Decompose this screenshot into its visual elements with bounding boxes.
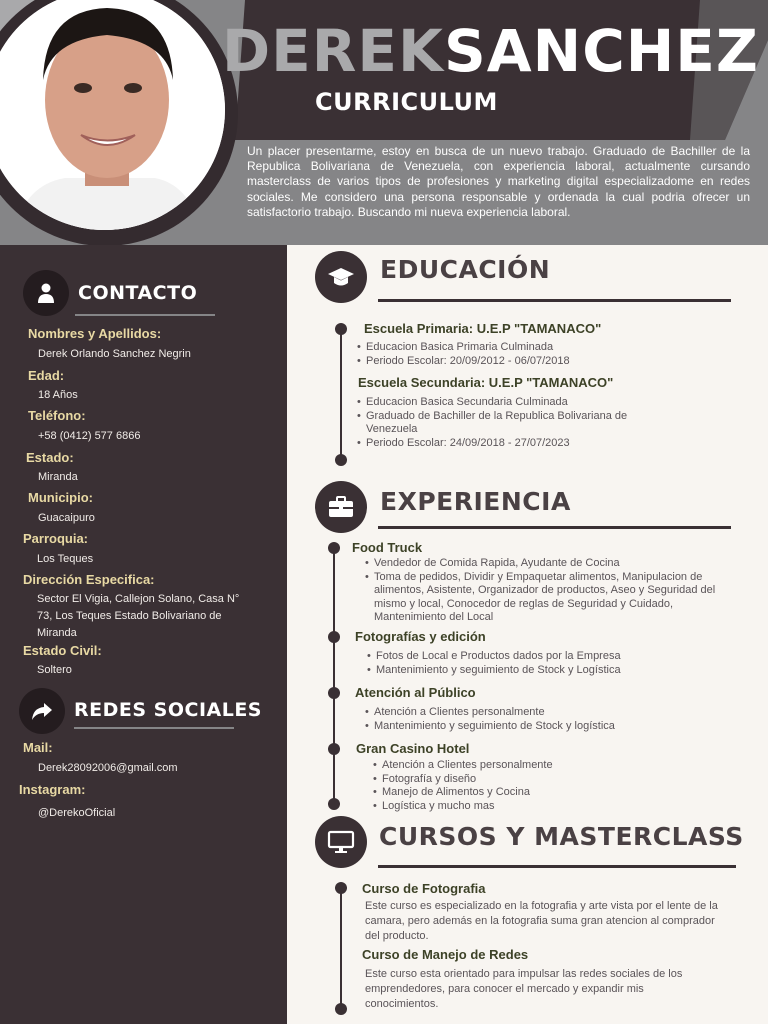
bullet-text: Logística y mucho mas bbox=[382, 799, 495, 812]
education-icon-circle bbox=[315, 251, 367, 303]
social-heading-rule bbox=[74, 727, 234, 729]
bullet-text: Mantenimiento y seguimiento de Stock y logística bbox=[374, 719, 615, 732]
education-entry-bullets: • Educacion Basica Primaria Culminada • Periodo Escolar: 20/09/2012 - 06/07/2018 bbox=[357, 341, 570, 367]
experience-entry-bullets: • Atención a Clientes personalmente • Mantenimiento y seguimiento de Stock y logística bbox=[365, 706, 615, 732]
header bbox=[0, 0, 768, 245]
last-name: SANCHEZ bbox=[444, 17, 759, 85]
timeline-dot bbox=[335, 454, 347, 466]
experience-entry-title: Food Truck bbox=[352, 540, 423, 555]
experience-entry-title: Atención al Público bbox=[355, 685, 476, 700]
experience-entry-bullets: • Fotos de Local e Productos dados por la Empresa • Mantenimiento y seguimiento de Stock y Logística bbox=[367, 650, 621, 676]
user-icon bbox=[34, 281, 58, 305]
experience-entry-bullets: • Vendedor de Comida Rapida, Ayudante de Cocina • Toma de pedidos, Dividir y Empaquetar alimentos, Manipulacion de alimentos, Asistente, Organizador de productos, Aseo y Seguridad del mismo y local, Conocedor de reglas de Seguridad y Cuidado, Mantenimiento del Local bbox=[365, 557, 725, 625]
first-name: DEREK bbox=[222, 17, 444, 85]
bullet-text: Educacion Basica Secundaria Culminada bbox=[366, 396, 568, 408]
field-value-name: Derek Orlando Sanchez Negrin bbox=[38, 348, 191, 360]
full-name bbox=[222, 16, 759, 86]
course-entry-text: Este curso esta orientado para impulsar las redes sociales de los emprendedores, para conocer el mercado y expandir mis conocimientos. bbox=[365, 968, 683, 1010]
contact-icon-circle bbox=[23, 270, 69, 316]
education-entry-title: Escuela Primaria: U.E.P "TAMANACO" bbox=[364, 321, 602, 336]
bullet-text: Vendedor de Comida Rapida, Ayudante de Cocina bbox=[374, 557, 620, 569]
field-label-name: Nombres y Apellidos: bbox=[28, 326, 162, 341]
share-arrow-icon bbox=[30, 699, 54, 723]
social-icon-circle bbox=[19, 688, 65, 734]
education-timeline bbox=[340, 329, 342, 460]
briefcase-icon bbox=[327, 493, 355, 521]
timeline-dot bbox=[328, 743, 340, 755]
courses-timeline bbox=[340, 888, 342, 1008]
field-label-municipality: Municipio: bbox=[28, 490, 93, 505]
course-entry-text: Este curso es especializado en la fotografia y arte vista por el lente de la camara, pero además en la fotografia suma gran atencion al comprador del producto. bbox=[365, 900, 718, 942]
experience-entry-bullets: • Atención a Clientes personalmente • Fotografía y diseño • Manejo de Alimentos y Cocina • Logística y mucho mas bbox=[373, 759, 553, 812]
bullet-text: Atención a Clientes personalmente bbox=[374, 706, 545, 718]
education-heading: EDUCACIÓN bbox=[380, 255, 551, 284]
graduation-cap-icon bbox=[327, 263, 355, 291]
experience-timeline bbox=[333, 548, 335, 804]
education-entry-title: Escuela Secundaria: U.E.P "TAMANACO" bbox=[358, 375, 614, 390]
field-label-civil-status: Estado Civil: bbox=[23, 643, 102, 658]
education-entry-bullets: • Educacion Basica Secundaria Culminada • Graduado de Bachiller de la Republica Bolivariana de Venezuela • Periodo Escolar: 24/09/2018 - 27/07/2023 bbox=[357, 396, 647, 450]
contact-heading-rule bbox=[75, 314, 215, 316]
field-value-parish: Los Teques bbox=[37, 553, 94, 565]
field-value-municipality: Guacaipuro bbox=[38, 512, 95, 524]
bullet-text: Manejo de Alimentos y Cocina bbox=[382, 786, 530, 798]
monitor-icon bbox=[327, 828, 355, 856]
timeline-dot bbox=[328, 631, 340, 643]
field-label-mail: Mail: bbox=[23, 740, 53, 755]
experience-entry-title: Gran Casino Hotel bbox=[356, 741, 470, 756]
bullet-text: Mantenimiento y seguimiento de Stock y Logística bbox=[376, 663, 621, 676]
timeline-dot bbox=[335, 882, 347, 894]
field-value-civil-status: Soltero bbox=[37, 664, 72, 676]
courses-icon-circle bbox=[315, 816, 367, 868]
field-value-address-line: Miranda bbox=[37, 627, 77, 639]
timeline-dot bbox=[328, 542, 340, 554]
timeline-dot bbox=[335, 323, 347, 335]
field-value-address-line: Sector El Vigia, Callejon Solano, Casa N° bbox=[37, 593, 240, 605]
contact-heading: CONTACTO bbox=[78, 282, 198, 304]
experience-heading-rule bbox=[378, 526, 731, 529]
bullet-text: Periodo Escolar: 24/09/2018 - 27/07/2023 bbox=[366, 436, 570, 449]
experience-heading: EXPERIENCIA bbox=[380, 487, 571, 516]
courses-heading: CURSOS Y MASTERCLASS bbox=[379, 822, 744, 851]
bullet-text: Fotografía y diseño bbox=[382, 772, 477, 785]
course-entry-title: Curso de Fotografia bbox=[362, 881, 486, 896]
field-label-parish: Parroquia: bbox=[23, 531, 89, 546]
field-label-address: Dirección Especifica: bbox=[23, 572, 155, 587]
field-label-state: Estado: bbox=[26, 450, 74, 465]
field-value-instagram[interactable]: @DerekoOficial bbox=[38, 807, 116, 819]
field-value-phone: +58 (0412) 577 6866 bbox=[38, 430, 141, 442]
experience-entry-title: Fotografías y edición bbox=[355, 629, 486, 644]
bullet-text: Periodo Escolar: 20/09/2012 - 06/07/2018 bbox=[366, 354, 570, 367]
bullet-text: Graduado de Bachiller de la Republica Bolivariana de Venezuela bbox=[366, 409, 628, 435]
bullet-text: Educacion Basica Primaria Culminada bbox=[366, 341, 554, 353]
experience-icon-circle bbox=[315, 481, 367, 533]
bullet-text: Toma de pedidos, Dividir y Empaquetar alimentos, Manipulacion de alimentos, Asistente, Organizador de productos, Aseo y Seguridad del mismo y local, Conocedor de reglas de Seguridad y Cuidado, Mantenimiento del Local bbox=[374, 570, 716, 623]
courses-heading-rule bbox=[378, 865, 736, 868]
bullet-text: Atención a Clientes personalmente bbox=[382, 759, 553, 771]
field-value-address-line: 73, Los Teques Estado Bolivariano de bbox=[37, 610, 222, 622]
bullet-text: Fotos de Local e Productos dados por la Empresa bbox=[376, 650, 621, 662]
education-heading-rule bbox=[378, 299, 731, 302]
field-label-phone: Teléfono: bbox=[28, 408, 86, 423]
timeline-dot bbox=[335, 1003, 347, 1015]
field-value-mail[interactable]: Derek28092006@gmail.com bbox=[38, 762, 178, 774]
field-label-age: Edad: bbox=[28, 368, 65, 383]
field-value-age: 18 Años bbox=[38, 389, 78, 401]
profile-summary: Un placer presentarme, estoy en busca de un nuevo trabajo. Graduado de Bachiller de la Republica Bolivariana de Venezuela, con experiencia laboral, actualmente cursando masterclass de varios tipos de profesiones y marketing digital especializadome en redes sociales. Me considero una persona responsable y ordenada la cual podria ofrecer un satisfactorio trabajo. Buscando mi nueva experiencia laboral. bbox=[247, 144, 750, 219]
field-value-state: Miranda bbox=[38, 471, 78, 483]
timeline-dot bbox=[328, 798, 340, 810]
subtitle: CURRICULUM bbox=[315, 88, 498, 116]
course-entry-title: Curso de Manejo de Redes bbox=[362, 947, 529, 962]
social-heading: REDES SOCIALES bbox=[74, 699, 262, 721]
timeline-dot bbox=[328, 687, 340, 699]
field-label-instagram: Instagram: bbox=[19, 782, 86, 797]
